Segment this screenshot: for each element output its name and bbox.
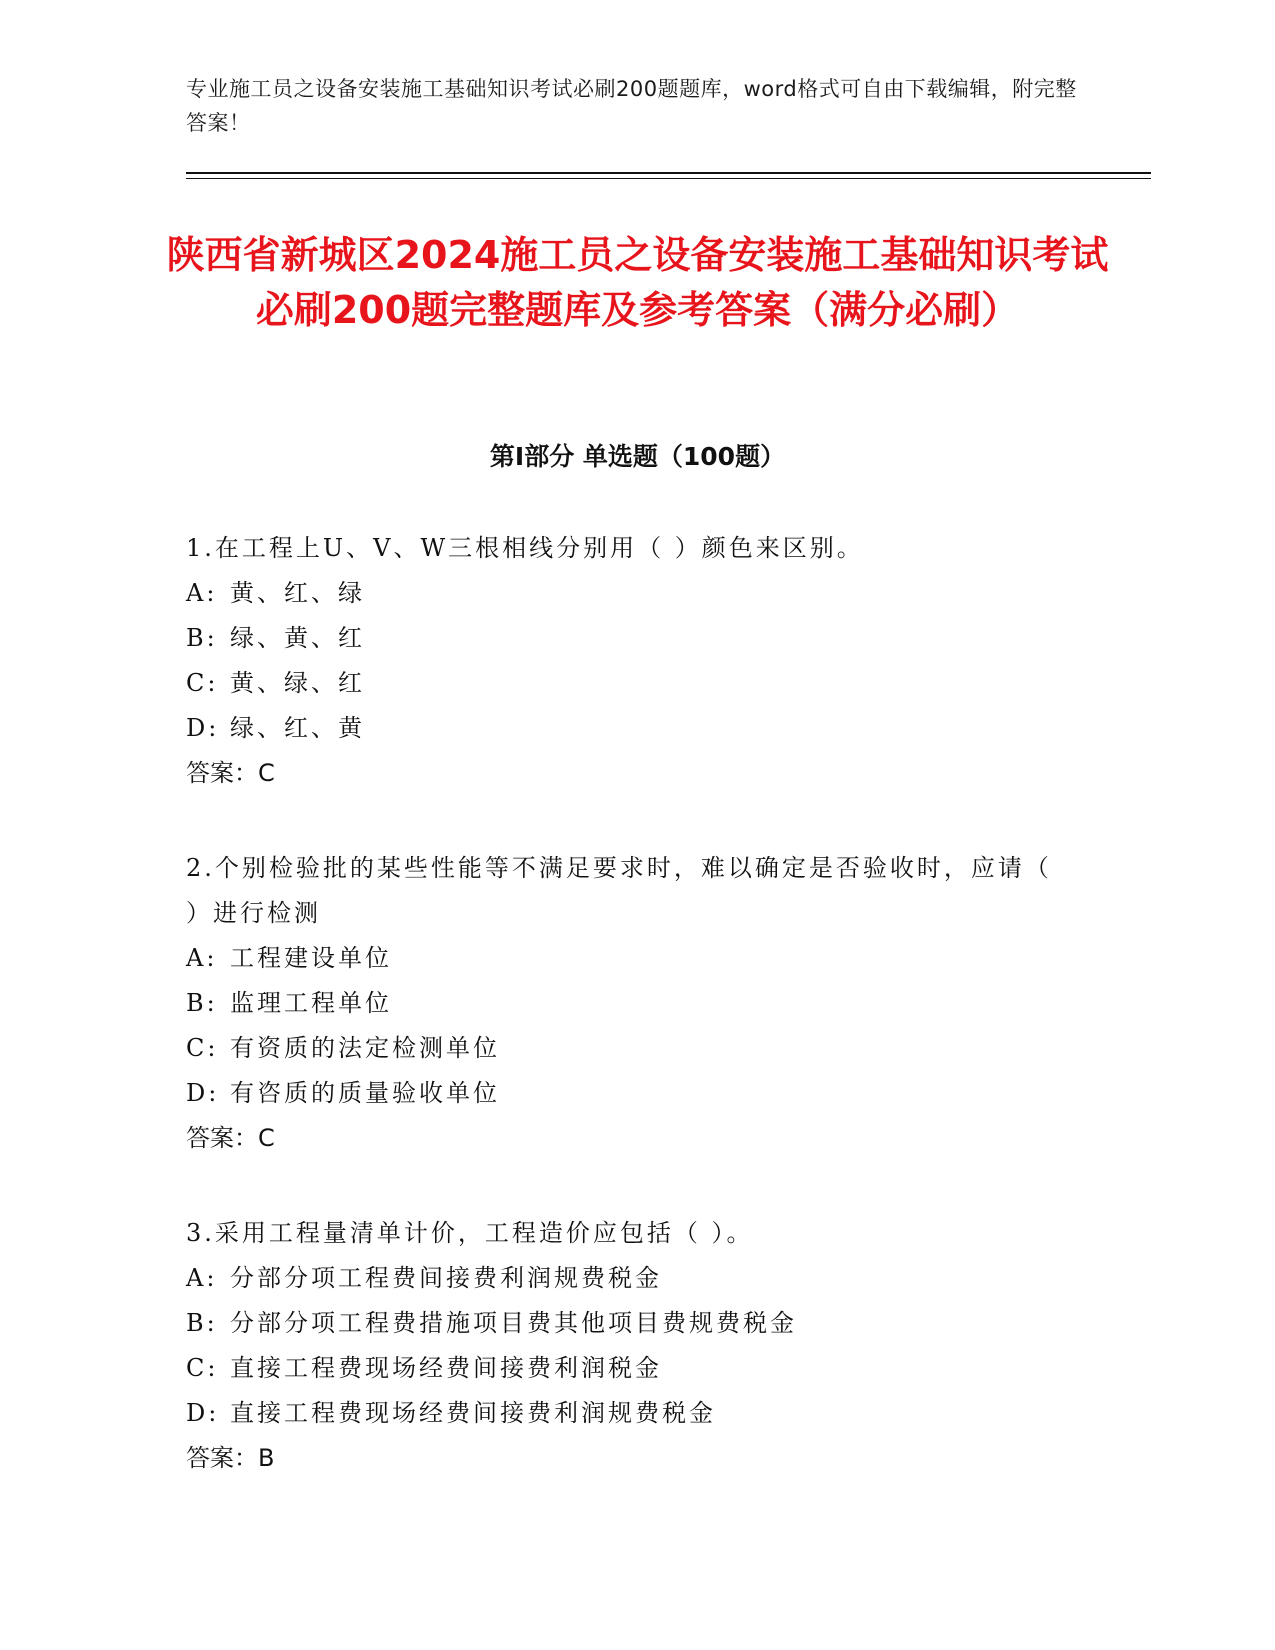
question-stem: 1.在工程上U、V、W三根相线分别用（ ）颜色来区别。 xyxy=(186,534,864,562)
option-c xyxy=(186,1026,1066,1071)
answer-line: 答案：C xyxy=(186,759,275,787)
option-d xyxy=(186,706,1066,751)
option-key: D: xyxy=(186,1079,220,1107)
section-heading: 第Ⅰ部分 单选题（100题） xyxy=(489,442,786,471)
question-3 xyxy=(186,1211,1066,1481)
option-key: C: xyxy=(186,1354,219,1382)
question-1 xyxy=(186,526,1066,796)
option-text: 工程建设单位 xyxy=(230,944,392,972)
option-a xyxy=(186,936,1066,981)
option-text: 绿、黄、红 xyxy=(230,624,365,652)
option-a xyxy=(186,571,1066,616)
answer-line: 答案：B xyxy=(186,1444,275,1472)
option-key: A: xyxy=(186,1264,218,1292)
option-text: 直接工程费现场经费间接费利润规费税金 xyxy=(230,1399,716,1427)
option-b xyxy=(186,1301,1066,1346)
option-c xyxy=(186,661,1066,706)
option-key: B: xyxy=(186,1309,218,1337)
question-stem: 2.个别检验批的某些性能等不满足要求时，难以确定是否验收时，应请（ ）进行检测 xyxy=(186,854,1052,927)
document-title: 陕西省新城区2024施工员之设备安装施工基础知识考试必刷200题完整题库及参考答案（满分必刷） xyxy=(166,233,1109,332)
option-text: 绿、红、黄 xyxy=(230,714,365,742)
option-d xyxy=(186,1391,1066,1436)
option-a xyxy=(186,1256,1066,1301)
option-b xyxy=(186,981,1066,1026)
option-text: 黄、红、绿 xyxy=(230,579,365,607)
header-divider-thick xyxy=(186,172,1151,174)
option-key: C: xyxy=(186,669,219,697)
option-key: D: xyxy=(186,1399,220,1427)
option-text: 分部分项工程费措施项目费其他项目费规费税金 xyxy=(230,1309,797,1337)
option-key: C: xyxy=(186,1034,219,1062)
question-2 xyxy=(186,846,1066,1161)
option-text: 有资质的法定检测单位 xyxy=(230,1034,500,1062)
option-text: 有咨质的质量验收单位 xyxy=(230,1079,500,1107)
option-key: A: xyxy=(186,944,218,972)
option-text: 分部分项工程费间接费利润规费税金 xyxy=(230,1264,662,1292)
answer-line: 答案：C xyxy=(186,1124,275,1152)
option-c xyxy=(186,1346,1066,1391)
header-note: 专业施工员之设备安装施工基础知识考试必刷200题题库，word格式可自由下载编辑，附完整答案！ xyxy=(186,77,1077,135)
option-b xyxy=(186,616,1066,661)
header-divider-thin xyxy=(186,178,1151,179)
option-d xyxy=(186,1071,1066,1116)
option-key: B: xyxy=(186,989,218,1017)
question-stem: 3.采用工程量清单计价，工程造价应包括（ ）。 xyxy=(186,1219,754,1247)
option-key: B: xyxy=(186,624,218,652)
option-key: A: xyxy=(186,579,218,607)
option-key: D: xyxy=(186,714,220,742)
option-text: 监理工程单位 xyxy=(230,989,392,1017)
question-list xyxy=(186,526,1066,1531)
option-text: 黄、绿、红 xyxy=(230,669,365,697)
option-text: 直接工程费现场经费间接费利润税金 xyxy=(230,1354,662,1382)
